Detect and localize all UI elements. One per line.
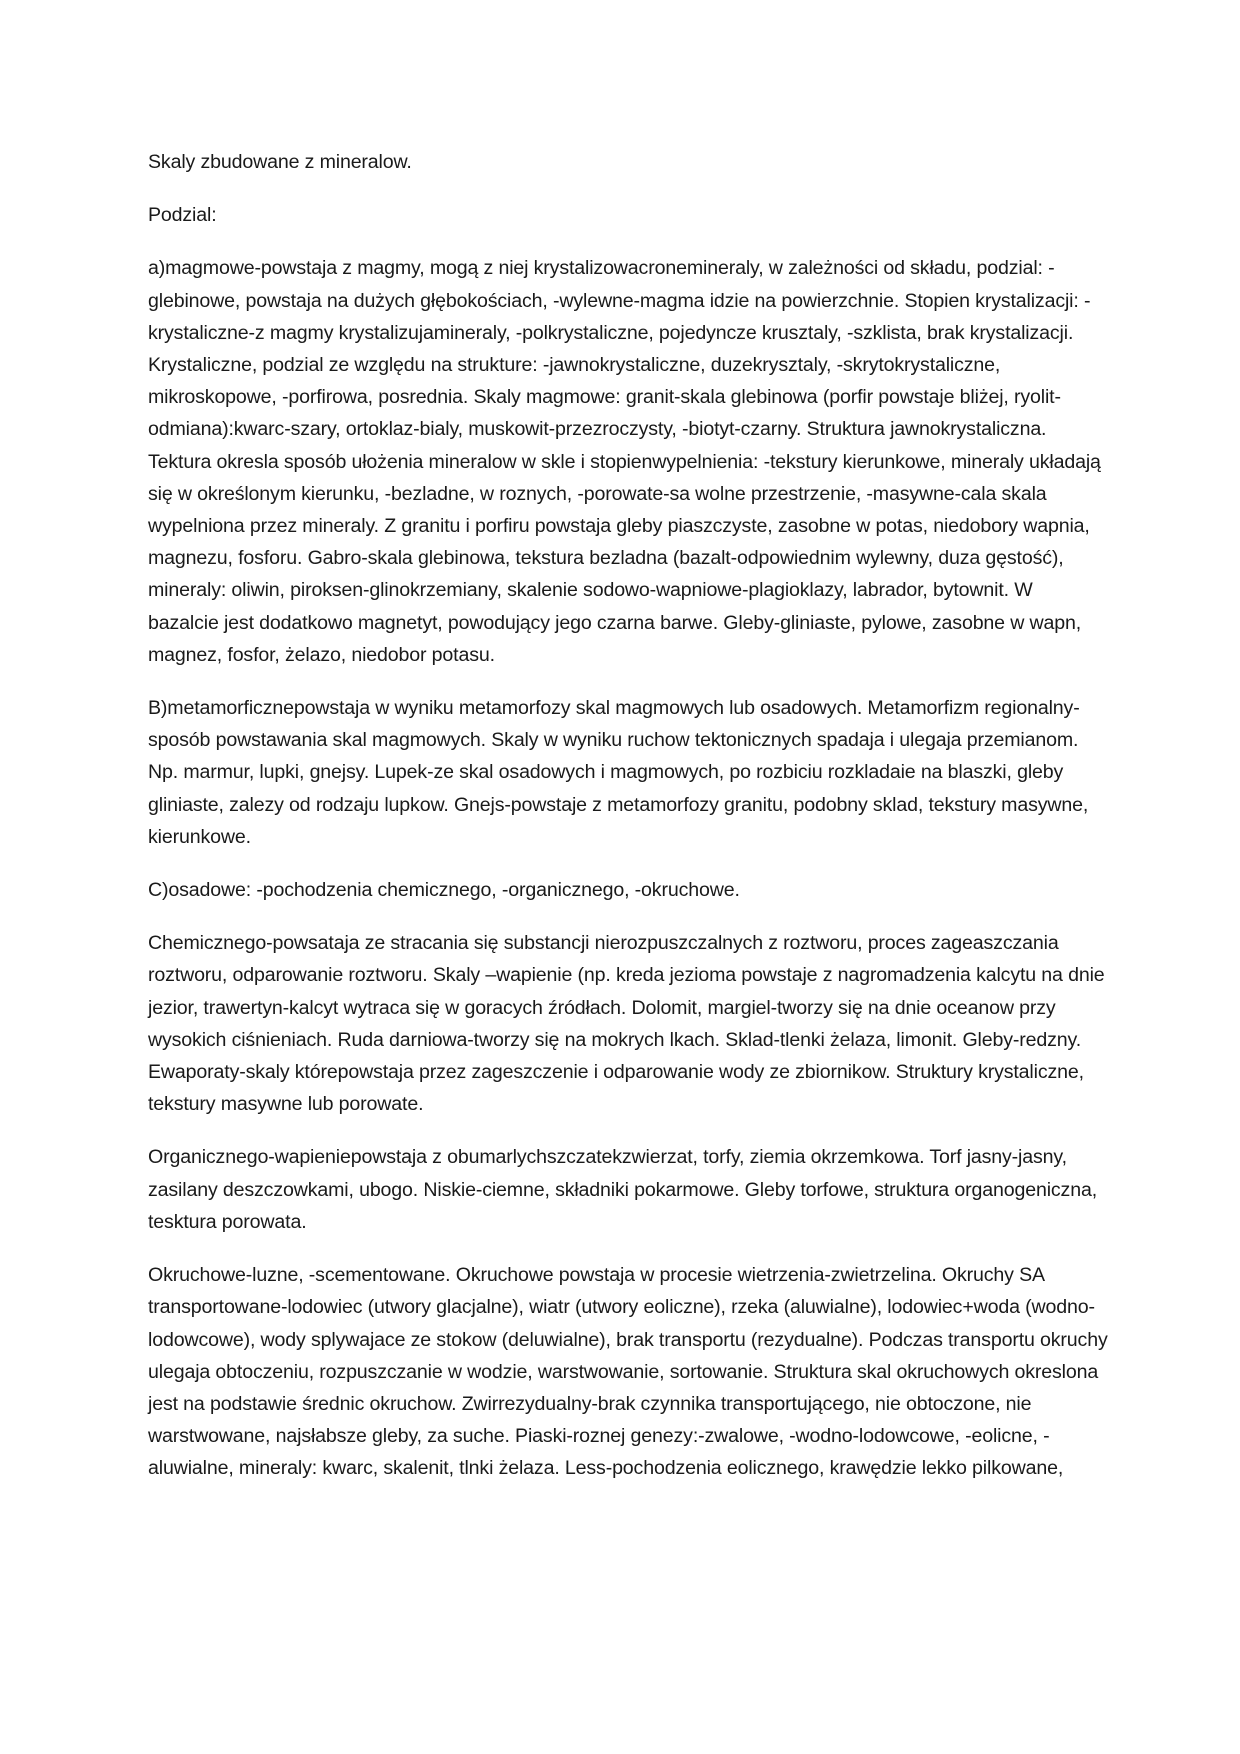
paragraph-okruchowe: Okruchowe-luzne, -scementowane. Okruchowe powstaja w procesie wietrzenia-zwietrzelina. Okruchy SA transportowane-lodowiec (utwory glacjalne), wiatr (utwory eoliczne), rzeka (aluwialne), lodowiec+woda (wodno-lodowcowe), wody splywajace ze stokow (deluwialne), brak transportu (rezydualne). Podczas transportu okruchy ulegaja obtoczeniu, rozpuszczanie w wodzie, warstwowanie, sortowanie. Struktura skal okruchowych okreslona jest na podstawie średnic okruchow. Zwirrezydualny-brak czynnika transportującego, nie obtoczone, nie warstwowane, najsłabsze gleby, za suche. Piaski-roznej genezy:-zwalowe, -wodno-lodowcowe, -eolicne, -aluwialne, mineraly: kwarc, skalenit, tlnki żelaza. Less-pochodzenia eolicznego, krawędzie lekko pilkowane,	[148, 1264, 1108, 1480]
paragraph-chemicznego: Chemicznego-powsataja ze stracania się substancji nierozpuszczalnych z roztworu, proces zageaszczania roztworu, odparowanie roztworu. Skaly –wapienie (np. kreda jezioma powstaje z nagromadzenia kalcytu na dnie jezior, trawertyn-kalcyt wytraca się w goracych źródłach. Dolomit, margiel-tworzy się na dnie oceanow przy wysokich ciśnieniach. Ruda darniowa-tworzy się na mokrych lkach. Sklad-tlenki żelaza, limonit. Gleby-redzny. Ewaporaty-skaly którepowstaja przez zageszczenie i odparowanie wody ze zbiornikow. Struktury krystaliczne, tekstury masywne lub porowate.	[148, 932, 1105, 1116]
section-heading-podzial: Podzial:	[148, 204, 217, 227]
paragraph-metamorficzne: B)metamorficznepowstaja w wyniku metamorfozy skal magmowych lub osadowych. Metamorfizm regionalny-sposób powstawania skal magmowych. Skaly w wyniku ruchow tektonicznych spadaja i ulegaja przemianom. Np. marmur, lupki, gnejsy. Lupek-ze skal osadowych i magmowych, po rozbiciu rozkladaie na blaszki, gleby gliniaste, zalezy od rodzaju lupkow. Gnejs-powstaje z metamorfozy granitu, podobny sklad, tekstury masywne, kierunkowe.	[148, 697, 1089, 848]
paragraph-magmowe: a)magmowe-powstaja z magmy, mogą z niej krystalizowacronemineraly, w zależności od składu, podzial: -glebinowe, powstaja na dużych głębokościach, -wylewne-magma idzie na powierzchnie. Stopien krystalizacji: -krystaliczne-z magmy krystalizujamineraly, -polkrystaliczne, pojedyncze krusztaly, -szklista, brak krystalizacji. Krystaliczne, podzial ze względu na strukture: -jawnokrystaliczne, duzekrysztaly, -skrytokrystaliczne, mikroskopowe, -porfirowa, posrednia. Skaly magmowe: granit-skala glebinowa (porfir powstaje bliżej, ryolit-odmiana):kwarc-szary, ortoklaz-bialy, muskowit-przezroczysty, -biotyt-czarny. Struktura jawnokrystaliczna. Tektura okresla sposób ułożenia mineralow w skle i stopienwypelnienia: -tekstury kierunkowe, mineraly układają się w określonym kierunku, -bezladne, w roznych, -porowate-sa wolne przestrzenie, -masywne-cala skala wypelniona przez mineraly. Z granitu i porfiru powstaja gleby piaszczyste, zasobne w potas, niedobory wapnia, magnezu, fosforu. Gabro-skala glebinowa, tekstura bezladna (bazalt-odpowiednim wylewny, duza gęstość), mineraly: oliwin, piroksen-glinokrzemiany, skalenie sodowo-wapniowe-plagioklazy, labrador, bytownit. W bazalcie jest dodatkowo magnetyt, powodujący jego czarna barwe. Gleby-gliniaste, pylowe, zasobne w wapn, magnez, fosfor, żelazo, niedobor potasu.	[148, 257, 1101, 666]
paragraph-organicznego: Organicznego-wapieniepowstaja z obumarlychszczatekzwierzat, torfy, ziemia okrzemkowa. Torf jasny-jasny, zasilany deszczowkami, ubogo. Niskie-ciemne, składniki pokarmowe. Gleby torfowe, struktura organogeniczna, tesktura porowata.	[148, 1146, 1097, 1233]
document-body	[148, 146, 1108, 1506]
document-title: Skaly zbudowane z mineralow.	[148, 151, 412, 173]
paragraph-osadowe: C)osadowe: -pochodzenia chemicznego, -organicznego, -okruchowe.	[148, 879, 740, 902]
